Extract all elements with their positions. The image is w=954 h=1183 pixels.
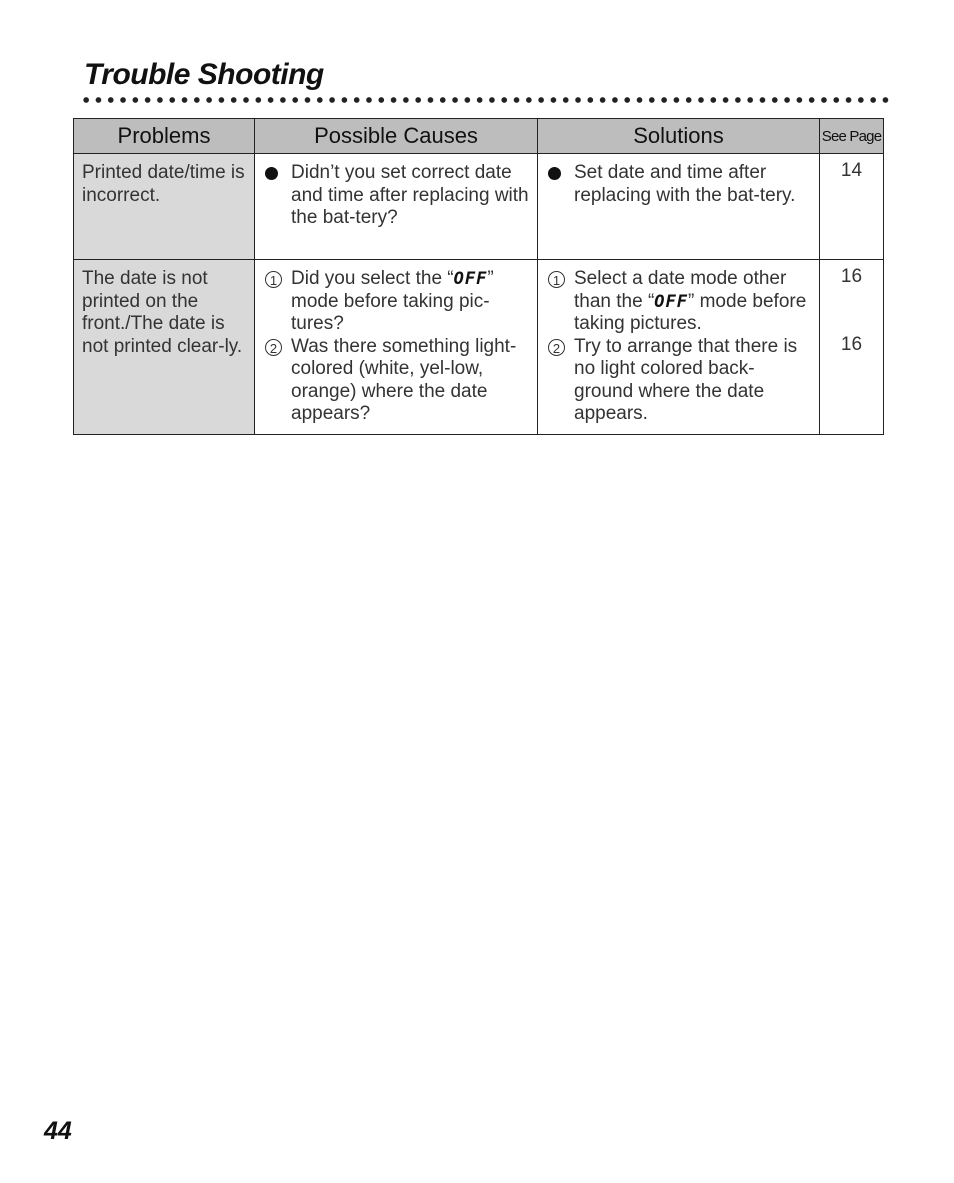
problem-cell: Printed date/time is incorrect. <box>74 154 255 260</box>
cause-text: Didn’t you set correct date and time after replacing with the bat-tery? <box>291 162 529 228</box>
table-row <box>74 154 884 260</box>
bullet-marker <box>265 162 285 180</box>
see-page-number: 16 <box>840 333 863 355</box>
see-page-cell <box>820 154 884 260</box>
cause-cell <box>255 260 538 435</box>
cause-item <box>265 268 529 336</box>
solution-cell <box>538 260 820 435</box>
solution-text: Set date and time after replacing with the bat-tery. <box>574 162 796 206</box>
page-number: 44 <box>44 1117 72 1145</box>
solution-text: Try to arrange that there is no light colored back-ground where the date appears. <box>574 335 798 424</box>
cause-cell <box>255 154 538 260</box>
trouble-shooting-table <box>73 118 884 435</box>
cause-item <box>265 336 529 426</box>
table-row <box>74 260 884 435</box>
cause-item <box>265 162 529 230</box>
header-solutions: Solutions <box>538 119 820 154</box>
cause-text: Was there something light-colored (white, yel-low, orange) where the date appears? <box>291 335 517 424</box>
header-see-page: See Page <box>820 119 884 154</box>
solution-item <box>548 336 811 426</box>
circled-number-marker: 2 <box>548 336 568 356</box>
problem-cell: The date is not printed on the front./The date is not printed clear-ly. <box>74 260 255 435</box>
see-page-number: 14 <box>840 160 863 181</box>
lcd-off-mode-text: OFF <box>453 269 488 289</box>
see-page-cell <box>820 260 884 435</box>
circled-number-marker: 1 <box>265 268 285 288</box>
solution-item <box>548 162 811 207</box>
bullet-marker <box>548 162 568 180</box>
solution-item <box>548 268 811 336</box>
lcd-off-mode-text: OFF <box>654 291 688 312</box>
see-page-number: 16 <box>840 266 863 287</box>
page-title: Trouble Shooting <box>84 58 324 91</box>
solution-text: Select a date mode other than the “OFF” mode before taking pictures. <box>574 268 807 334</box>
table-header-row <box>74 119 884 154</box>
header-problems: Problems <box>74 119 255 154</box>
circled-number-marker: 2 <box>265 336 285 356</box>
header-possible-causes: Possible Causes <box>255 119 538 154</box>
circled-number-marker: 1 <box>548 268 568 288</box>
dotted-divider <box>80 96 890 104</box>
cause-text: Did you select the “OFF” mode before taking pic-tures? <box>291 268 494 334</box>
solution-cell <box>538 154 820 260</box>
